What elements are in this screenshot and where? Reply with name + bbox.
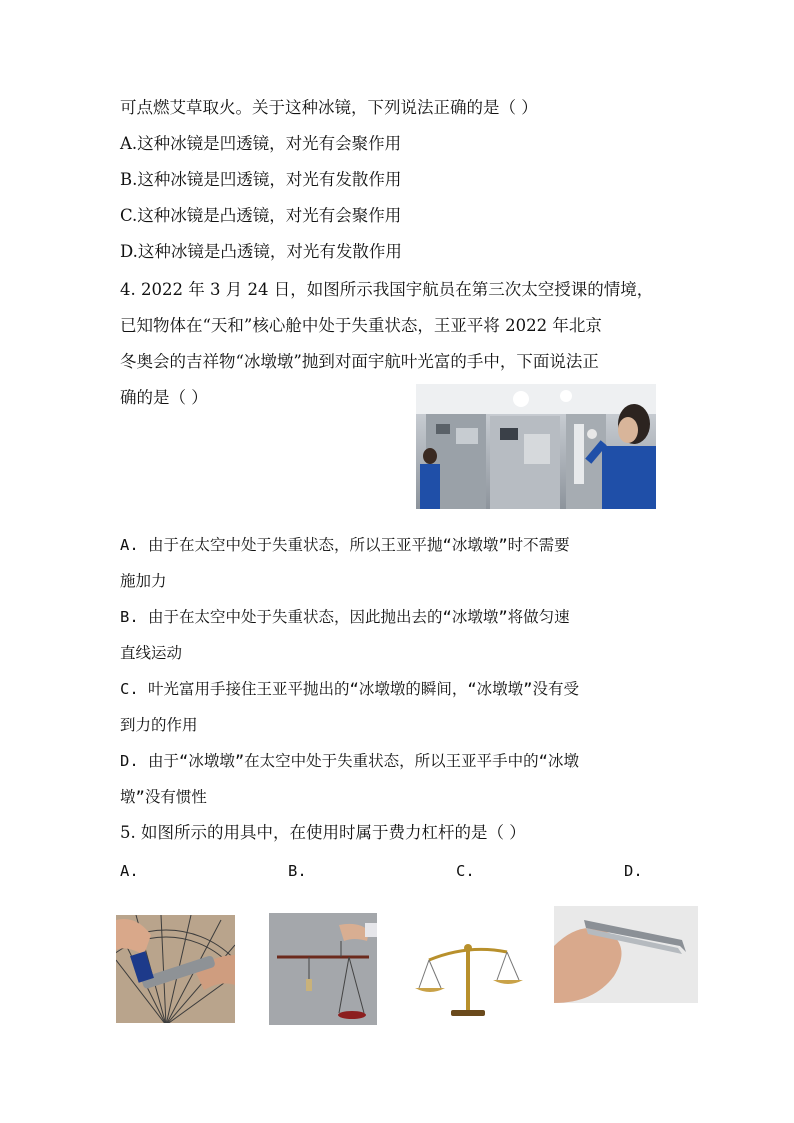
space-station-photo bbox=[416, 384, 656, 509]
tweezers-image bbox=[554, 906, 698, 1003]
q4-option-a-line-2: 施加力 bbox=[120, 572, 167, 590]
q5-label-d: D. bbox=[624, 862, 643, 880]
q4-option-c-line-2: 到力的作用 bbox=[120, 716, 198, 734]
q3-option-d: D.这种冰镜是凸透镜，对光有发散作用 bbox=[120, 242, 402, 261]
q5-stem: 5. 如图所示的用具中，在使用时属于费力杠杆的是（ ） bbox=[120, 823, 526, 842]
q3-option-b: B.这种冰镜是凹透镜，对光有发散作用 bbox=[120, 170, 402, 189]
q4-option-b-line-2: 直线运动 bbox=[120, 644, 183, 662]
q3-stem-tail: 可点燃艾草取火。关于这种冰镜，下列说法正确的是（ ） bbox=[120, 98, 538, 117]
q4-option-a-line-1: A. 由于在太空中处于失重状态，所以王亚平抛“冰墩墩”时不需要 bbox=[120, 536, 570, 554]
q4-option-c-line-1: C. 叶光富用手接住王亚平抛出的“冰墩墩的瞬间，“冰墩墩”没有受 bbox=[120, 680, 579, 698]
wrench-on-wheel-image bbox=[116, 915, 235, 1023]
steelyard-image bbox=[269, 913, 377, 1025]
q4-stem-line-3: 冬奥会的吉祥物“冰墩墩”抛到对面宇航叶光富的手中，下面说法正 bbox=[120, 352, 599, 371]
q4-stem-line-1: 4. 2022 年 3 月 24 日，如图所示我国宇航员在第三次太空授课的情境， bbox=[120, 280, 654, 299]
q4-option-d-line-2: 墩”没有惯性 bbox=[120, 788, 207, 806]
q4-option-d-line-1: D. 由于“冰墩墩”在太空中处于失重状态，所以王亚平手中的“冰墩 bbox=[120, 752, 579, 770]
q4-stem-line-4: 确的是（ ） bbox=[120, 388, 208, 407]
balance-scale-image bbox=[411, 930, 526, 1022]
q5-label-a: A. bbox=[120, 862, 139, 880]
q3-option-a: A.这种冰镜是凹透镜，对光有会聚作用 bbox=[120, 134, 402, 153]
q5-label-b: B. bbox=[288, 862, 307, 880]
q4-option-b-line-1: B. 由于在太空中处于失重状态，因此抛出去的“冰墩墩”将做匀速 bbox=[120, 608, 570, 626]
q3-option-c: C.这种冰镜是凸透镜，对光有会聚作用 bbox=[120, 206, 402, 225]
q5-label-c: C. bbox=[456, 862, 475, 880]
q4-stem-line-2: 已知物体在“天和”核心舱中处于失重状态，王亚平将 2022 年北京 bbox=[120, 316, 602, 335]
